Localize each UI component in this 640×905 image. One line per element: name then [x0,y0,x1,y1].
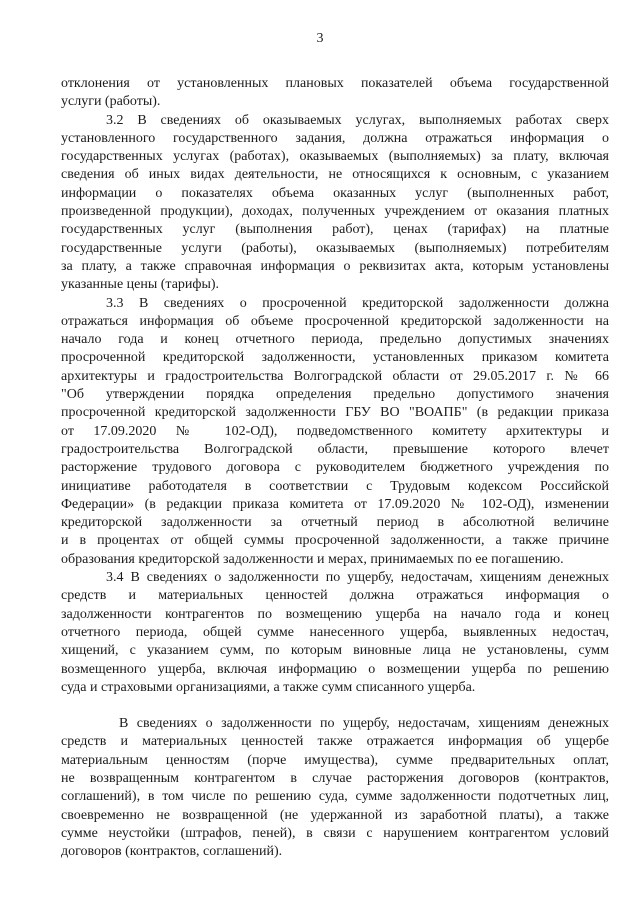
text-line: хищений, с указанием сумм, по которым виновные лица не установлены, сумм [61,643,609,659]
paragraph [61,295,609,569]
text-line: 3.2 В сведениях об оказываемых услугах, выполняемых работах сверх [106,112,609,128]
text-line: отклонения от установленных плановых показателей объема государственной [61,76,609,91]
text-line: государственных услуг (выполнения работ), ценах (тарифах) на платные [61,222,609,238]
text-line: "Об утверждении порядка определения предельно допустимого значения [61,387,609,403]
text-line: Федерации» (в редакции приказа комитета от 17.09.2020 № 102-ОД), изменении [61,496,609,512]
text-line: государственные услуги (работы), оказываемых (выполняемых) потребителям [61,240,609,256]
paragraph-spacer [61,697,609,715]
text-line: своевременно не возвращенной (не удержанной из заработной платы), а также [61,807,609,823]
text-line: не возвращенным контрагентом в случае расторжения договоров (контрактов, [61,770,609,786]
paragraph [61,715,609,861]
text-line: соглашений), в том числе по решению суда, сумме задолженности подотчетных лиц, [61,789,609,805]
text-line: услуги (работы). [61,94,161,110]
text-line: средств и материальных ценностей должна отражаться информация о [61,588,609,604]
text-line: начало года и конец отчетного периода, предельно допустимых значениях [61,332,609,348]
text-line: отчетного периода, общей сумме нанесенного ущерба, выявленных недостач, [61,624,609,640]
text-line: средств и материальных ценностей также отражается информация об ущербе [61,734,609,750]
text-line: кредиторской задолженности за отчетный период в абсолютной величине [61,515,609,531]
text-line: произведенной продукции), доходах, полученных учреждением от оказания платных [61,204,609,220]
text-line: задолженности контрагентов по возмещению ущерба на начало года и конец [61,606,609,622]
page-number: 3 [316,31,324,46]
text-line: В сведениях о задолженности по ущербу, недостачам, хищениям денежных [119,716,609,732]
text-line: суда и страховыми организациями, а также сумм списанного ущерба. [61,679,476,695]
text-line: от 17.09.2020 № 102-ОД), подведомственного комитету архитектуры и [61,423,609,439]
paragraph [61,75,609,112]
text-line: образования кредиторской задолженности и мерах, принимаемых по ее погашению. [61,551,564,567]
text-line: возмещенного ущерба, включая информацию о возмещении ущерба по решению [61,661,609,677]
text-line: государственных услугах (работах), оказываемых (выполняемых) за плату, включая [61,149,609,165]
text-line: договоров (контрактов, соглашений). [61,844,283,860]
text-line: установленного государственного задания, должна отражаться информация о [61,130,609,146]
text-line: архитектуры и градостроительства Волгоградской области от 29.05.2017 г. № 66 [61,368,609,384]
text-line: 3.3 В сведениях о просроченной кредиторской задолженности должна [106,295,609,311]
text-line: сведения об иных видах деятельности, не относящихся к основным, с указанием [61,167,609,183]
text-line: 3.4 В сведениях о задолженности по ущербу, недостачам, хищениям денежных [106,570,609,586]
text-line: градостроительства Волгоградской области, превышение которого влечет [61,441,609,457]
text-line: просроченной кредиторской задолженности, установленных приказом комитета [61,350,609,366]
text-line: расторжение трудового договора с руководителем бюджетного учреждения по [61,460,609,476]
text-line: информации о показателях объема оказанных услуг (выполненных работ, [61,185,609,201]
document-body [61,75,609,861]
paragraph [61,569,609,697]
text-line: за плату, а также справочная информация о реквизитах акта, которым установлены [61,258,609,274]
text-line: сумме неустойки (штрафов, пеней), в связи с нарушением контрагентом условий [61,825,609,841]
text-line: просроченной кредиторской задолженности ГБУ ВО "ВОАПБ" (в редакции приказа [61,405,609,421]
text-line: указанные цены (тарифы). [61,277,220,293]
text-line: материальным ценностям (порче имущества), сумме предварительных оплат, [61,752,609,768]
text-line: и в процентах от общей суммы просроченной задолженности, а также причине [61,533,609,549]
text-line: инициативе работодателя в соответствии с Трудовым кодексом Российской [61,478,609,494]
paragraph [61,112,609,295]
text-line: отражаться информация об объеме просроченной кредиторской задолженности на [61,313,609,329]
